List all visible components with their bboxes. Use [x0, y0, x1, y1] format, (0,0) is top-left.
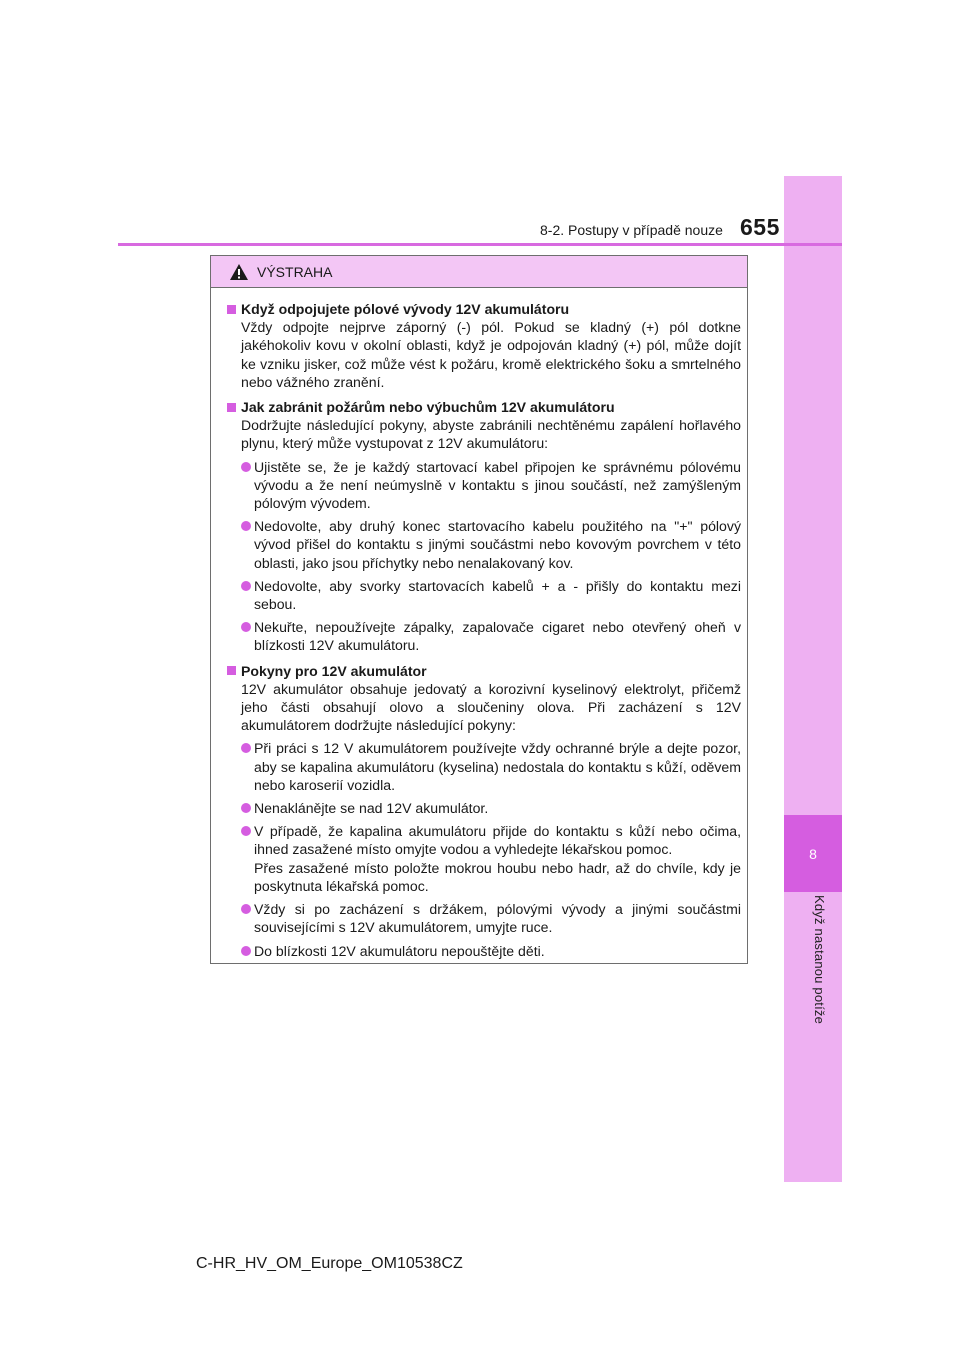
- list-item: Nenaklánějte se nad 12V akumulátor.: [227, 799, 741, 817]
- section-heading: Pokyny pro 12V akumulátor: [241, 662, 427, 679]
- document-code: C-HR_HV_OM_Europe_OM10538CZ: [196, 1255, 463, 1272]
- warning-triangle-icon: [229, 263, 249, 281]
- round-bullet-icon: [241, 826, 251, 836]
- warning-section: [227, 398, 741, 655]
- round-bullet-icon: [241, 904, 251, 914]
- round-bullet-icon: [241, 622, 251, 632]
- warning-header: [211, 256, 747, 288]
- list-item: Nedovolte, aby druhý konec startovacího kabelu použitého na "+" pólový vývod přišel do kontaktu s jinými součástmi nebo kovovým povrchem v této oblasti, jako jsou příchytky nebo nenalakovaný kov.: [227, 517, 741, 572]
- warning-section: [227, 662, 741, 960]
- warning-box: [210, 255, 748, 964]
- square-bullet-icon: [227, 305, 236, 314]
- chapter-number-badge: 8: [784, 815, 842, 892]
- section-paragraph: 12V akumulátor obsahuje jedovatý a korozivní kyselinový elektrolyt, přičemž jeho části obsahují olovo a sloučeniny olova. Při zacházení s 12V akumulátorem dodržujte následující pokyny:: [241, 680, 741, 734]
- section-heading: Jak zabránit požárům nebo výbuchům 12V akumulátoru: [241, 399, 615, 416]
- section-heading: Když odpojujete pólové vývody 12V akumulátoru: [241, 301, 570, 317]
- square-bullet-icon: [227, 403, 236, 412]
- round-bullet-icon: [241, 521, 251, 531]
- round-bullet-icon: [241, 581, 251, 591]
- page-number: 655: [740, 214, 780, 240]
- round-bullet-icon: [241, 946, 251, 956]
- round-bullet-icon: [241, 462, 251, 472]
- list-item: Ujistěte se, že je každý startovací kabel připojen ke správnému pólovému vývodu a že není neúmyslně v kontaktu s jinou součástí, než zamýšleným pólovým vývodem.: [227, 458, 741, 513]
- round-bullet-icon: [241, 743, 251, 753]
- section-paragraph: Vždy odpojte nejprve záporný (-) pól. Pokud se kladný (+) pól dotkne jakéhokoliv kovu v okolní oblasti, když je odpojován kladný (+) pól, může dojít ke vzniku jisker, což může vést k požáru, kromě elektrického šoku a smrtelného nebo vážného zranění.: [241, 319, 741, 390]
- list-item: Nedovolte, aby svorky startovacích kabelů + a - přišly do kontaktu mezi sebou.: [227, 577, 741, 613]
- round-bullet-icon: [241, 803, 251, 813]
- warning-body: [211, 288, 747, 960]
- section-title: 8-2. Postupy v případě nouze: [540, 222, 723, 238]
- list-item: Do blízkosti 12V akumulátoru nepouštějte děti.: [227, 942, 741, 960]
- list-item: Nekuřte, nepoužívejte zápalky, zapalovače cigaret nebo otevřený oheň v blízkosti 12V akumulátoru.: [227, 618, 741, 654]
- list-item: V případě, že kapalina akumulátoru přijde do kontaktu s kůží nebo očima, ihned zasažené místo omyjte vodou a vyhledejte lékařskou pomoc. Přes zasažené místo položte mokrou houbu nebo hadr, až do chvíle, kdy je poskytnuta lékařská pomoc.: [227, 822, 741, 895]
- chapter-title-vertical: Když nastanou potíže: [812, 895, 827, 1025]
- list-item: Vždy si po zacházení s držákem, pólovými vývody a jinými součástmi souvisejícími s 12V akumulátorem, umyjte ruce.: [227, 900, 741, 936]
- warning-section: [227, 300, 741, 391]
- list-item: Při práci s 12 V akumulátorem používejte vždy ochranné brýle a dejte pozor, aby se kapalina akumulátoru (kyselina) nedostala do kontaktu s kůží, oděvem nebo karoserií vozidla.: [227, 739, 741, 794]
- square-bullet-icon: [227, 666, 236, 675]
- header-rule: [118, 243, 842, 246]
- warning-label: VÝSTRAHA: [257, 263, 333, 280]
- section-paragraph: Dodržujte následující pokyny, abyste zabránili nechtěnému zapálení hořlavého plynu, který může vystupovat z 12V akumulátoru:: [241, 417, 741, 452]
